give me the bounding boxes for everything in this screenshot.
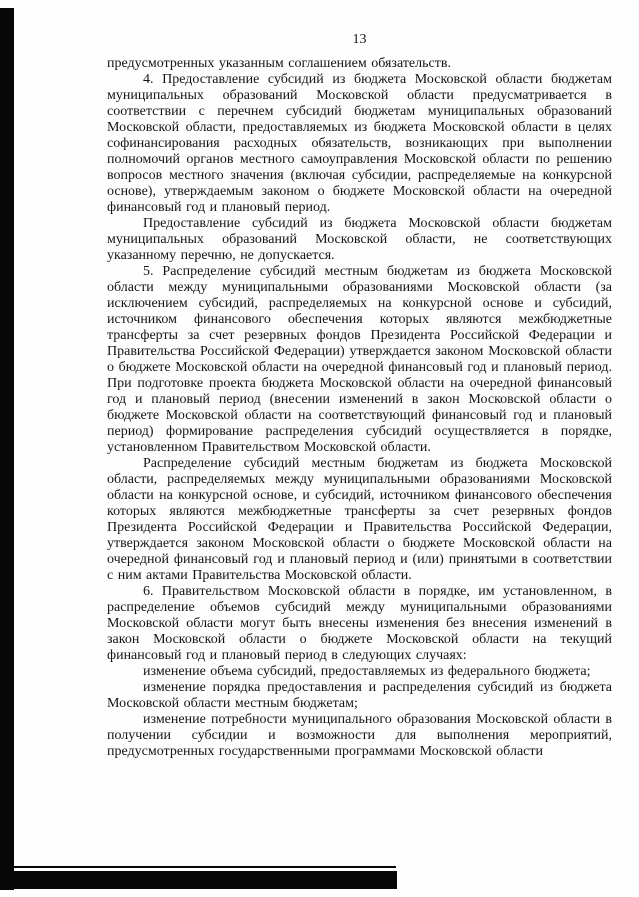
scan-artifact-bottom-line	[14, 866, 396, 868]
paragraph: изменение порядка предоставления и распределения субсидий из бюджета Московской области местным бюджетам;	[107, 680, 612, 711]
document-body	[107, 56, 612, 760]
scan-artifact-bottom-bar	[0, 871, 397, 889]
paragraph: 5. Распределение субсидий местным бюджетам из бюджета Московской области между муниципальными образованиями Московской области (за исключением субсидий, распределяемых на конкурсной основе и субсидий, источником финансового обеспечения которых являются межбюджетные трансферты за счет резервных фондов Президента Российской Федерации и Правительства Российской Федерации) утверждается законом Московской области о бюджете Московской области на очередной финансовый год и плановый период. При подготовке проекта бюджета Московской области на очередной финансовый год и плановый период (внесении изменений в закон Московской области о бюджете Московской области на соответствующий финансовый год и плановый период) формирование распределения субсидий осуществляется в порядке, установленном Правительством Московской области.	[107, 264, 612, 455]
paragraph: изменение объема субсидий, предоставляемых из федерального бюджета;	[143, 664, 591, 679]
paragraph: Предоставление субсидий из бюджета Московской области бюджетам муниципальных образований Московской области, не соответствующих указанному перечню, не допускается.	[107, 216, 612, 263]
paragraph: изменение потребности муниципального образования Московской области в получении субсидии и возможности для выполнения мероприятий, предусмотренных государственными программами Московской области	[107, 712, 612, 759]
paragraph: Распределение субсидий местным бюджетам из бюджета Московской области, распределяемых между муниципальными образованиями Московской области на конкурсной основе, и субсидий, источником финансового обеспечения которых являются межбюджетные трансферты за счет резервных фондов Президента Российской Федерации и Правительства Российской Федерации, утверждается законом Московской области о бюджете Московской области на очередной финансовый год и плановый период и (или) принятыми в соответствии с ним актами Правительства Московской области.	[107, 456, 612, 583]
paragraph: предусмотренных указанным соглашением обязательств.	[107, 56, 451, 71]
paragraph: 6. Правительством Московской области в порядке, им установленном, в распределение объемов субсидий между муниципальными образованиями Московской области могут быть внесены изменения без внесения изменений в закон Московской области о бюджете Московской области на текущий финансовый год и плановый период в следующих случаях:	[107, 584, 612, 663]
scan-artifact-left-edge	[0, 8, 14, 890]
paragraph: 4. Предоставление субсидий из бюджета Московской области бюджетам муниципальных образований Московской области предусматривается в соответствии с перечнем субсидий бюджетам муниципальных образований Московской области, предоставляемых из бюджета Московской области в целях софинансирования расходных обязательств, возникающих при выполнении полномочий органов местного самоуправления Московской области по решению вопросов местного значения (включая субсидии, распределяемые на конкурсной основе), утверждаемым законом о бюджете Московской области на очередной финансовый год и плановый период.	[107, 72, 612, 215]
page-number: 13	[352, 32, 367, 47]
